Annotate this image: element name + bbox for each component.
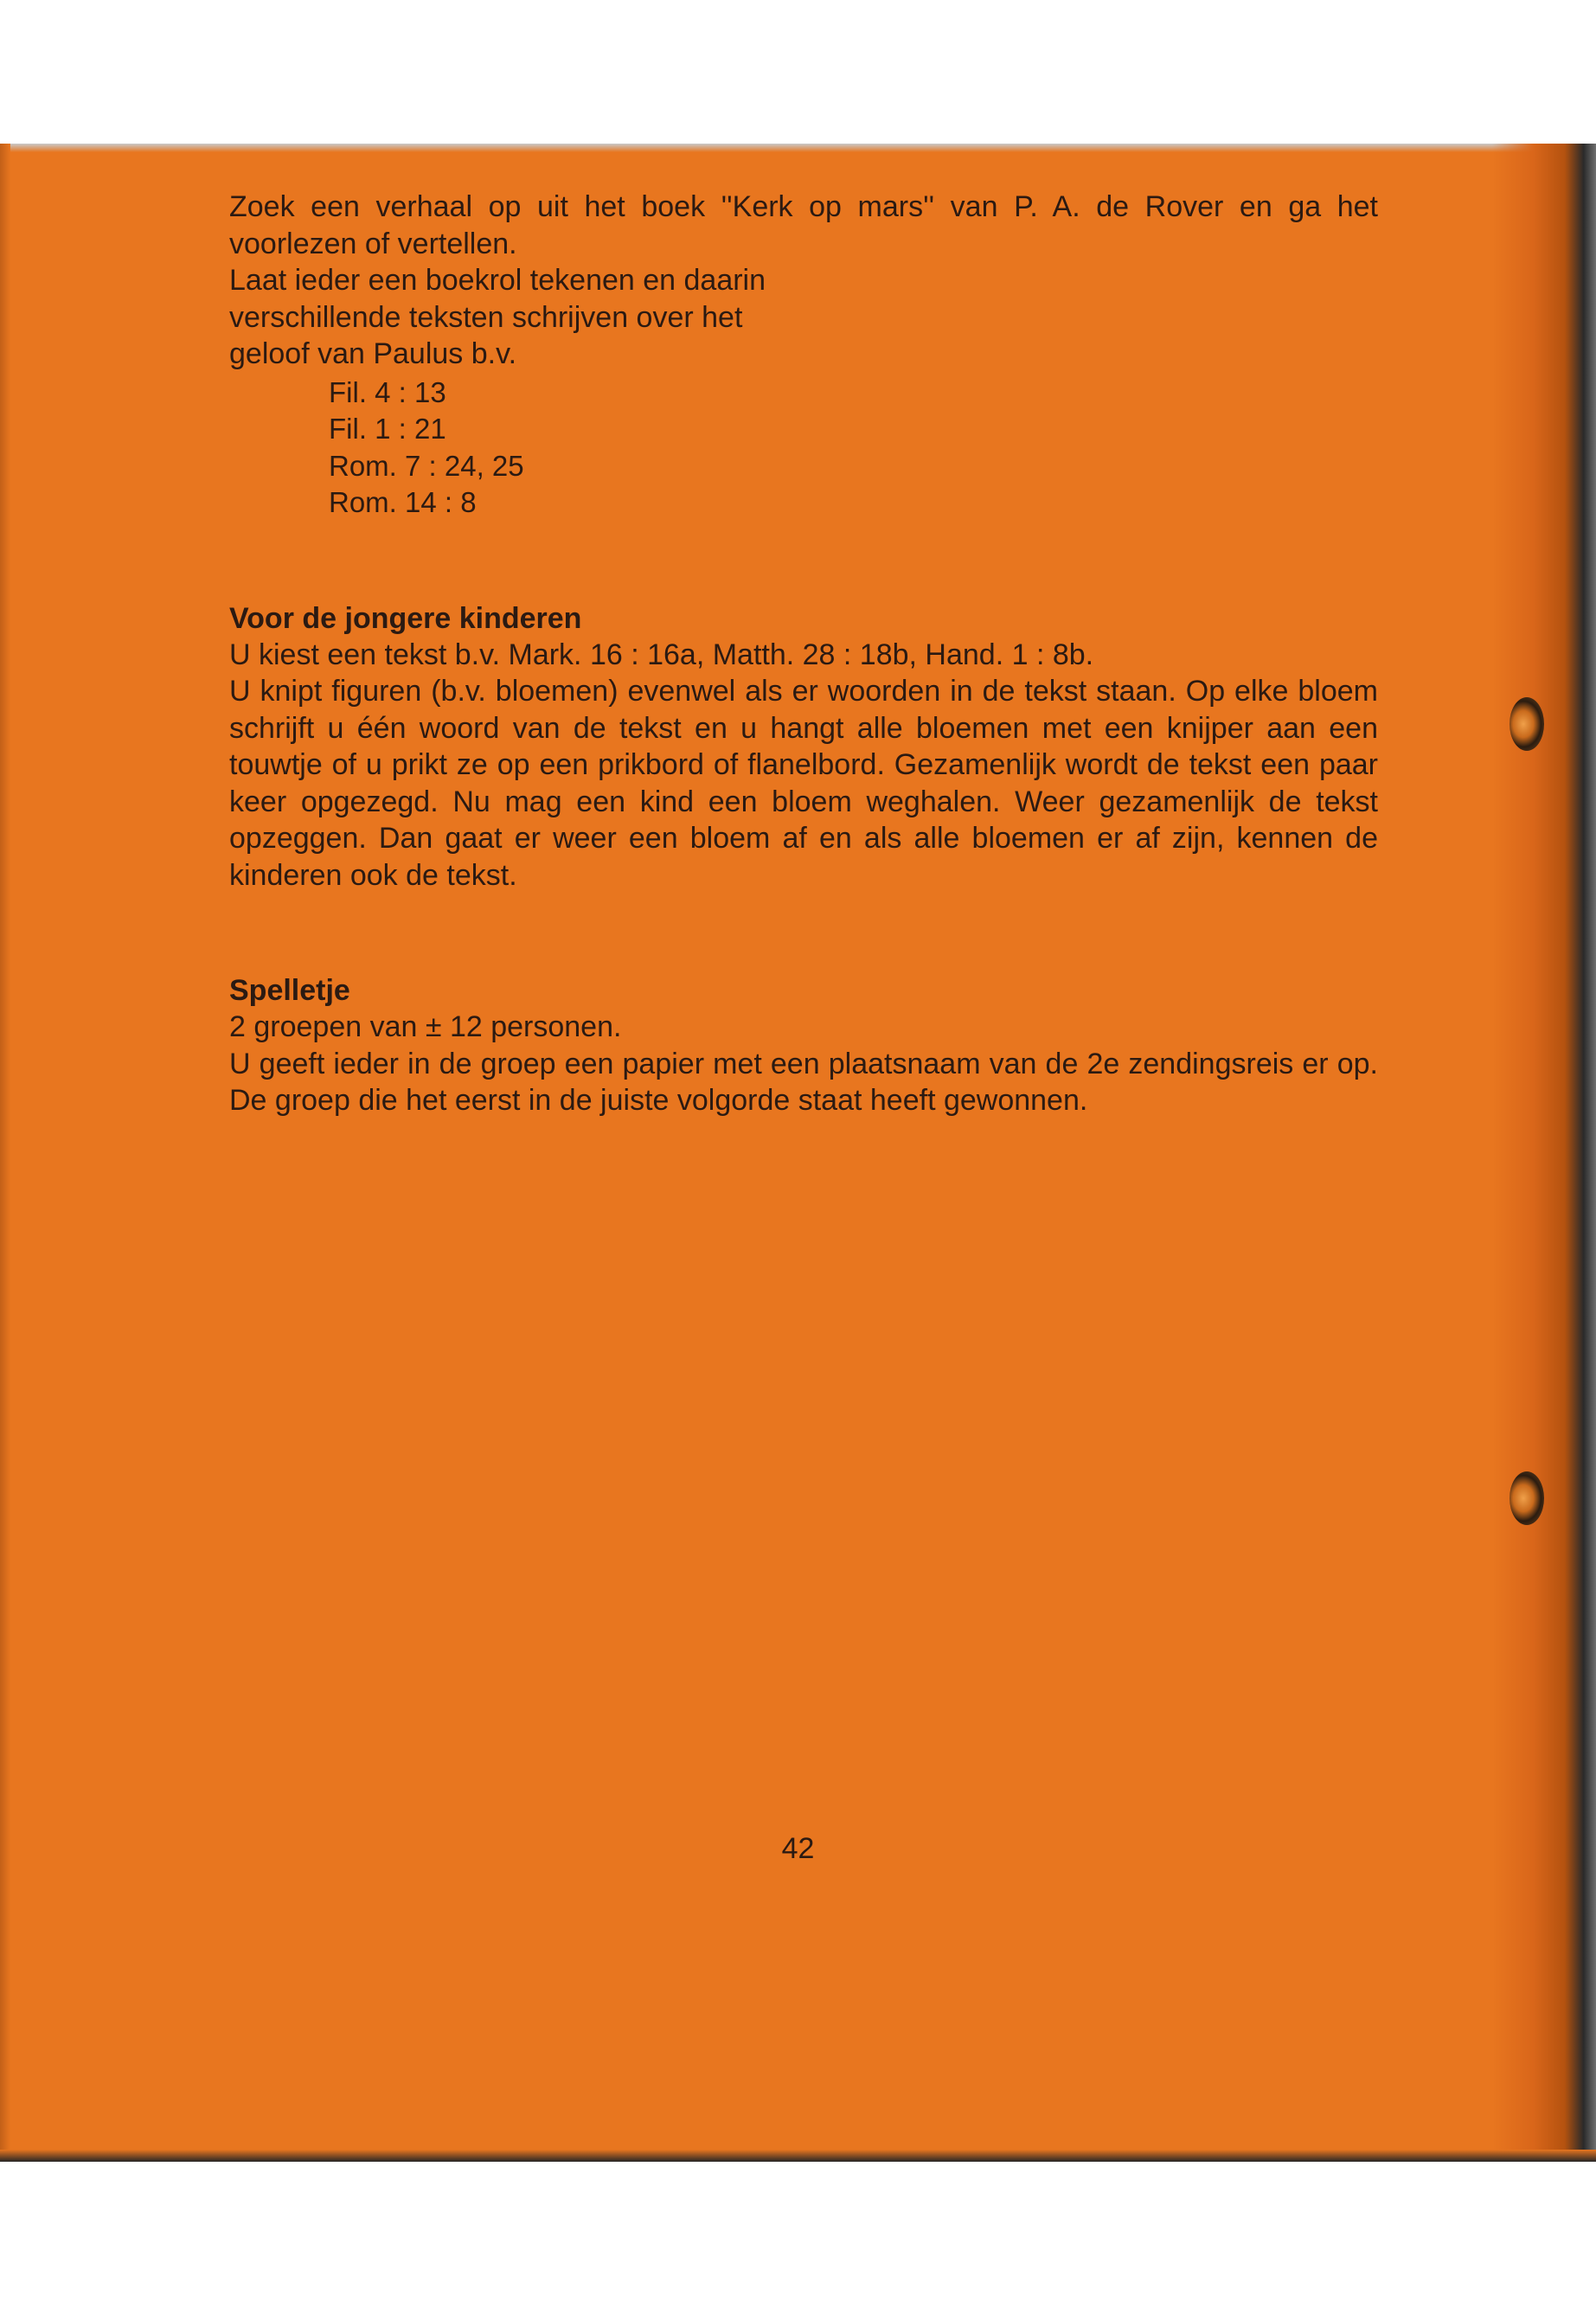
- game-heading: Spelletje: [229, 974, 350, 1007]
- game-section: [229, 972, 1378, 1119]
- intro-line: Laat ieder een boekrol tekenen en daarin: [229, 264, 766, 297]
- game-body: U geeft ieder in de groep een papier met een plaatsnaam van de 2e zendingsreis er op. De groep die het eerst in de juiste volgorde staat heeft gewonnen.: [229, 1047, 1378, 1117]
- younger-children-heading: Voor de jongere kinderen: [229, 601, 582, 635]
- younger-children-section: [229, 600, 1378, 894]
- intro-paragraph: Zoek een verhaal op uit het boek ''Kerk op mars'' van P. A. de Rover en ga het voorlezen of vertellen.: [229, 190, 1378, 260]
- page-top-edge: [0, 144, 1596, 152]
- verse-item: Fil. 4 : 13: [329, 375, 446, 408]
- intro-instruction: [229, 262, 1378, 373]
- page-bottom-edge: [0, 2150, 1596, 2162]
- intro-line: geloof van Paulus b.v.: [229, 337, 517, 370]
- younger-children-body: U knipt figuren (b.v. bloemen) evenwel als er woorden in de tekst staan. Op elke bloem schrijft u één woord van de tekst en u hangt alle bloemen met een knijper aan een touwtje of u prikt ze op een prikbord of flanelbord. Gezamenlijk wordt de tekst een paar keer opgezegd. Nu mag een kind een bloem weghalen. Weer gezamenlijk de tekst opzeggen. Dan gaat er weer een bloem af en als alle bloemen er af zijn, kennen de kinderen ook de tekst.: [229, 675, 1378, 892]
- page-content: [229, 189, 1378, 1119]
- intro-line: verschillende teksten schrijven over het: [229, 300, 743, 334]
- binder-hole-icon: [1509, 1471, 1544, 1525]
- verse-item: Fil. 1 : 21: [329, 413, 446, 445]
- verse-item: Rom. 7 : 24, 25: [329, 449, 524, 482]
- binder-hole-icon: [1509, 697, 1544, 751]
- verse-list: [329, 375, 1378, 522]
- game-first-line: 2 groepen van ± 12 personen.: [229, 1010, 622, 1043]
- verse-item: Rom. 14 : 8: [329, 486, 477, 518]
- younger-children-first-line: U kiest een tekst b.v. Mark. 16 : 16a, Matth. 28 : 18b, Hand. 1 : 8b.: [229, 638, 1094, 671]
- page-number: 42: [781, 1832, 815, 1865]
